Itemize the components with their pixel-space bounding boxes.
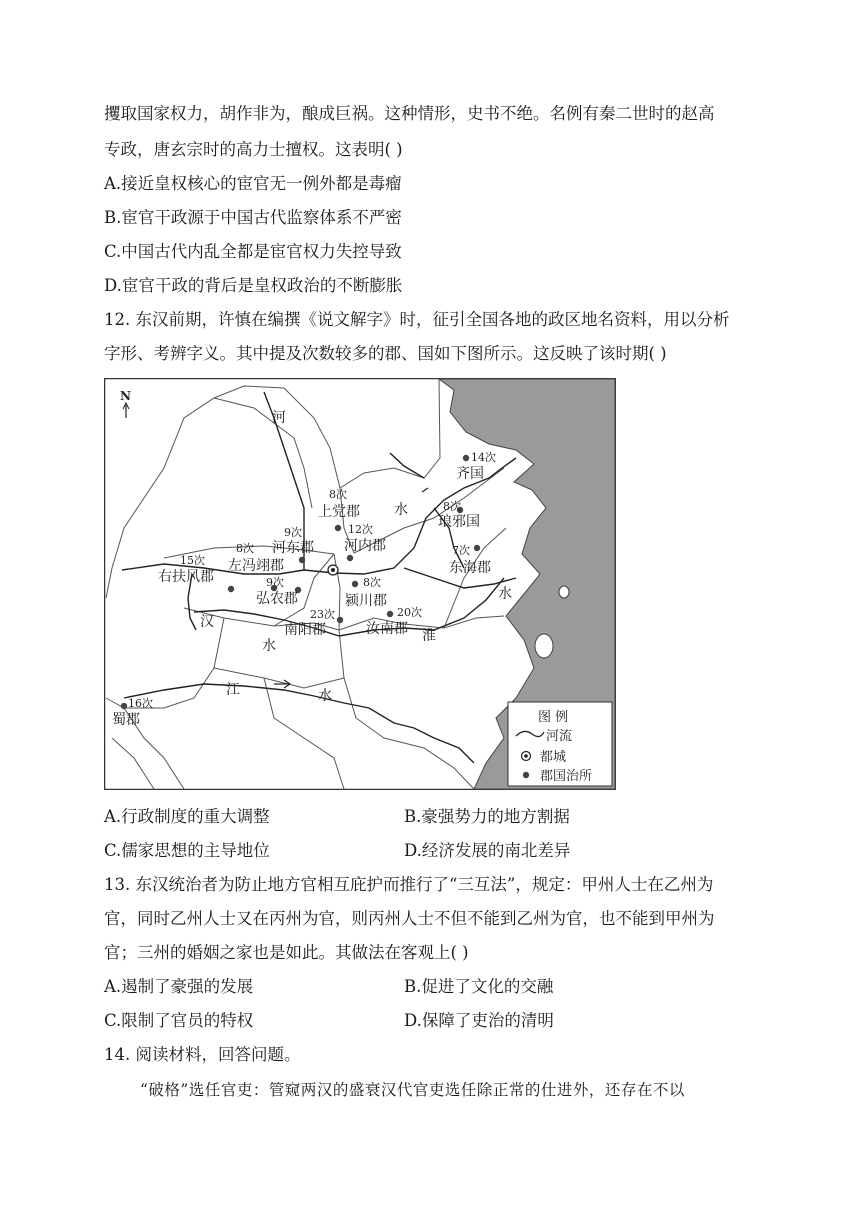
svg-text:图 例: 图 例	[538, 710, 569, 725]
q13-line-2: 官，同时乙州人士又在丙州为官，则丙州人士不但不能到乙州为官，也不能到甲州为	[104, 909, 715, 928]
q12-line-2: 字形、考辨字义。其中提及次数较多的郡、国如下图所示。这反映了该时期( )	[104, 344, 667, 363]
svg-text:16次: 16次	[128, 697, 153, 710]
q13-line-3: 官；三州的婚姻之家也是如此。其做法在客观上( )	[104, 943, 469, 962]
svg-text:颍川郡: 颍川郡	[345, 593, 387, 609]
svg-text:20次: 20次	[397, 606, 422, 619]
q12-option-a: A.行政制度的重大调整	[104, 807, 270, 826]
svg-text:南阳郡: 南阳郡	[284, 622, 326, 638]
svg-text:9次: 9次	[284, 526, 302, 539]
q14-material-line: “破格”选任官吏：管窥两汉的盛衰汉代官吏选任除正常的仕进外，还存在不以	[140, 1081, 685, 1099]
q11-line-2: 专政，唐玄宗时的高力士擅权。这表明( )	[104, 140, 403, 159]
q11-option-c: C.中国古代内乱全都是宦官权力失控导致	[104, 242, 402, 261]
island	[535, 634, 553, 658]
svg-text:8次: 8次	[236, 542, 254, 555]
river-label-han: 汉	[200, 614, 214, 630]
q14-line-1: 14. 阅读材料，回答问题。	[104, 1045, 301, 1064]
q13-option-b: B.促进了文化的交融	[404, 977, 554, 996]
svg-text:河内郡: 河内郡	[344, 538, 386, 554]
svg-text:8次: 8次	[329, 488, 347, 501]
q11-option-d: D.宦官干政的背后是皇权政治的不断膨胀	[104, 276, 403, 295]
han-commandery-map	[104, 378, 616, 790]
svg-text:东海郡: 东海郡	[449, 560, 491, 576]
svg-text:弘农郡: 弘农郡	[256, 591, 298, 607]
q13-line-1: 13. 东汉统治者为防止地方官相互庇护而推行了“三互法”，规定：甲州人士在乙州为	[104, 875, 714, 894]
river-label-shui-1: 水	[394, 502, 408, 518]
svg-text:8次: 8次	[443, 500, 461, 513]
river-label-jiang: 江	[226, 682, 240, 698]
svg-text:齐国: 齐国	[456, 466, 484, 482]
svg-text:河流: 河流	[546, 729, 573, 744]
svg-text:都城: 都城	[540, 750, 567, 765]
river-label-huai: 淮	[422, 628, 436, 644]
svg-text:左冯翊郡: 左冯翊郡	[228, 558, 284, 574]
svg-text:14次: 14次	[471, 451, 496, 464]
svg-text:蜀郡: 蜀郡	[112, 712, 140, 728]
svg-text:7次: 7次	[452, 544, 470, 557]
river-label-he: 河	[272, 410, 286, 426]
q12-option-b: B.豪强势力的地方割据	[404, 807, 570, 826]
svg-text:郡国治所: 郡国治所	[540, 769, 593, 784]
river-label-shui-2: 水	[498, 586, 512, 602]
q12-option-c: C.儒家思想的主导地位	[104, 841, 270, 860]
north-label: N	[120, 389, 131, 403]
svg-text:9次: 9次	[266, 576, 284, 589]
svg-text:汝南郡: 汝南郡	[366, 621, 408, 637]
river-label-shui-4: 水	[318, 688, 332, 704]
svg-text:右扶风郡: 右扶风郡	[158, 569, 214, 585]
q13-option-a: A.遏制了豪强的发展	[104, 977, 254, 996]
island-small	[559, 586, 569, 598]
q13-option-d: D.保障了吏治的清明	[404, 1011, 554, 1030]
svg-text:8次: 8次	[363, 576, 381, 589]
map-legend	[508, 702, 612, 786]
svg-text:12次: 12次	[348, 523, 373, 536]
svg-text:琅邪国: 琅邪国	[438, 514, 480, 530]
q12-option-d: D.经济发展的南北差异	[404, 841, 571, 860]
q11-option-a: A.接近皇权核心的宦官无一例外都是毒瘤	[104, 174, 402, 193]
q11-option-b: B.宦官干政源于中国古代监察体系不严密	[104, 208, 402, 227]
svg-text:23次: 23次	[310, 608, 335, 621]
svg-text:上党郡: 上党郡	[318, 504, 360, 520]
q11-line-1: 攫取国家权力，胡作非为，酿成巨祸。这种情形，史书不绝。名例有秦二世时的赵高	[104, 104, 715, 123]
svg-text:河东郡: 河东郡	[272, 540, 314, 556]
svg-text:15次: 15次	[180, 554, 205, 567]
q12-line-1: 12. 东汉前期，许慎在编撰《说文解字》时，征引全国各地的政区地名资料，用以分析	[104, 310, 730, 329]
river-label-shui-3: 水	[262, 638, 276, 654]
q13-option-c: C.限制了官员的特权	[104, 1011, 254, 1030]
